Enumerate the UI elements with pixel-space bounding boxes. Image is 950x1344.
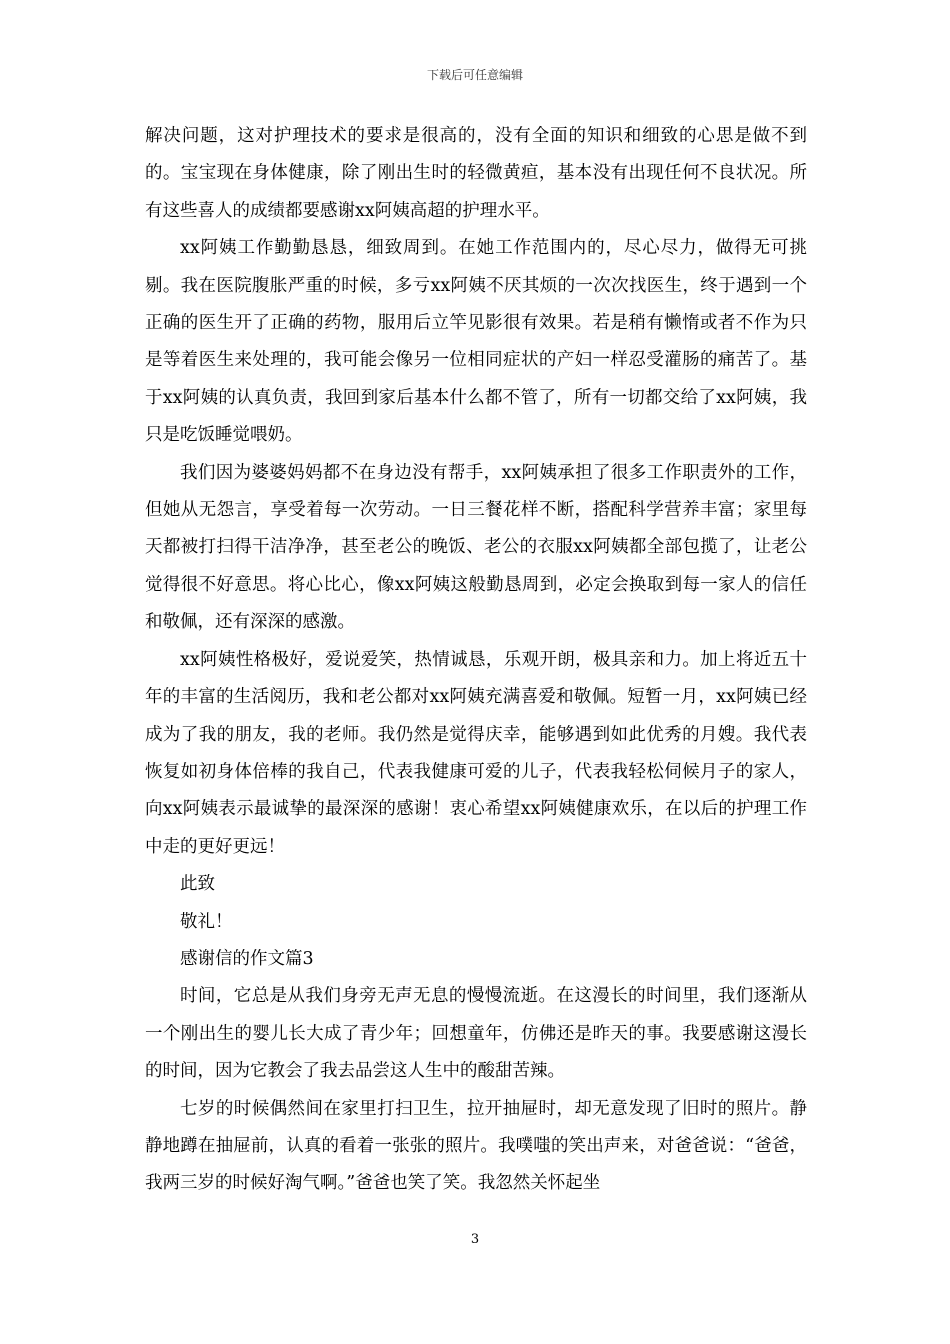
- closing-salutation: 此致: [180, 874, 215, 895]
- paragraph: xx阿姨工作勤勤恳恳，细致周到。在她工作范围内的，尽心尽力，做得无可挑剔。我在医院腹胀严重的时候，多亏xx阿姨不厌其烦的一次次找医生，终于遇到一个正确的医生开了正确的药物，服用后立竿见影很有效果。若是稍有懒惰或者不作为只是等着医生来处理的，我可能会像另一位相同症状的产妇一样忍受灌肠的痛苦了。基于xx阿姨的认真负责，我回到家后基本什么都不管了，所有一切都交给了xx阿姨，我只是吃饭睡觉喂奶。: [145, 238, 807, 446]
- paragraph: 时间，它总是从我们身旁无声无息的慢慢流逝。在这漫长的时间里，我们逐渐从一个刚出生的婴儿长大成了青少年；回想童年，仿佛还是昨天的事。我要感谢这漫长的时间，因为它教会了我去品尝这人生中的酸甜苦辣。: [145, 986, 807, 1082]
- page-number: 3: [470, 1232, 480, 1247]
- document-body: [145, 118, 807, 1203]
- page-header: 下载后可任意编辑: [426, 68, 523, 82]
- paragraph: 七岁的时候偶然间在家里打扫卫生，拉开抽屉时，却无意发现了旧时的照片。静静地蹲在抽屉前，认真的看着一张张的照片。我噗嗤的笑出声来，对爸爸说：“爸爸，我两三岁的时候好淘气啊。”爸爸也笑了笑。我忽然关怀起坐: [145, 1098, 807, 1194]
- paragraph: xx阿姨性格极好，爱说爱笑，热情诚恳，乐观开朗，极具亲和力。加上将近五十年的丰富的生活阅历，我和老公都对xx阿姨充满喜爱和敬佩。短暂一月，xx阿姨已经成为了我的朋友，我的老师。我仍然是觉得庆幸，能够遇到如此优秀的月嫂。我代表恢复如初身体倍棒的我自己，代表我健康可爱的儿子，代表我轻松伺候月子的家人，向xx阿姨表示最诚挚的最深深的感谢！衷心希望xx阿姨健康欢乐，在以后的护理工作中走的更好更远！: [145, 649, 807, 857]
- paragraph: 我们因为婆婆妈妈都不在身边没有帮手，xx阿姨承担了很多工作职责外的工作，但她从无怨言，享受着每一次劳动。一日三餐花样不断，搭配科学营养丰富；家里每天都被打扫得干洁净净，甚至老公的晚饭、老公的衣服xx阿姨都全部包揽了，让老公觉得很不好意思。将心比心，像xx阿姨这般勤恳周到，必定会换取到每一家人的信任和敬佩，还有深深的感激。: [145, 462, 807, 633]
- closing-regards: 敬礼！: [180, 911, 233, 932]
- paragraph: 解决问题，这对护理技术的要求是很高的，没有全面的知识和细致的心思是做不到的。宝宝现在身体健康，除了刚出生时的轻微黄疸，基本没有出现任何不良状况。所有这些喜人的成绩都要感谢xx阿姨高超的护理水平。: [145, 126, 807, 221]
- section-title: 感谢信的作文篇3: [180, 948, 314, 969]
